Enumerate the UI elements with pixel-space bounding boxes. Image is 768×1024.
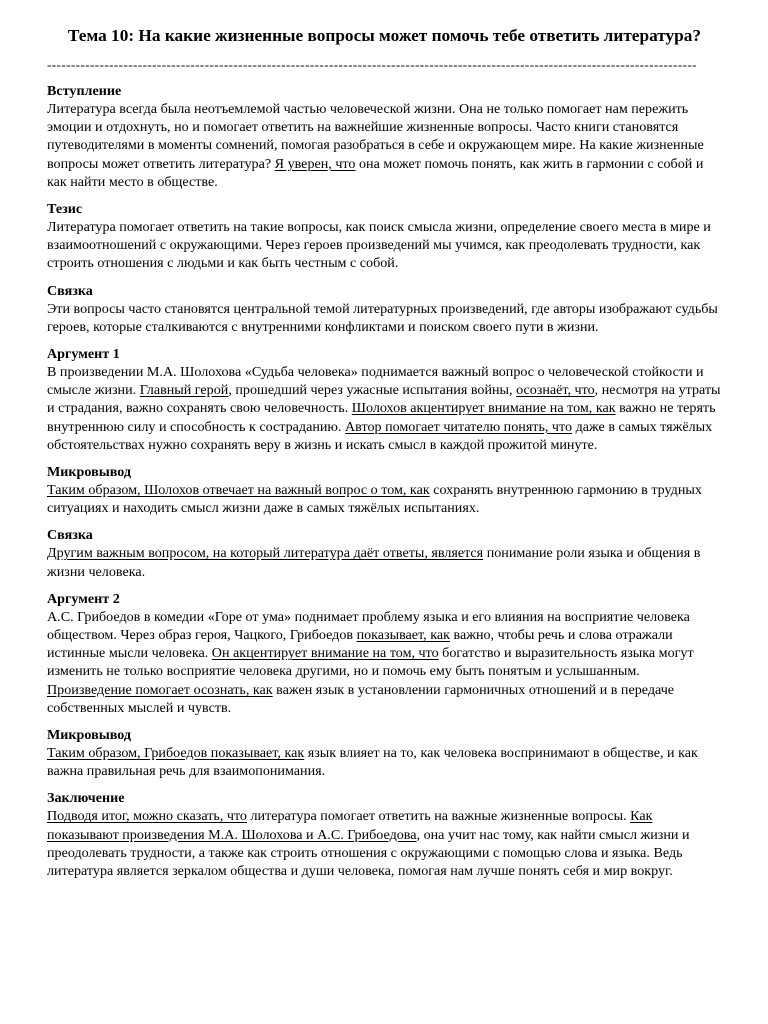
section-paragraph <box>47 608 722 717</box>
document-sections <box>47 82 722 880</box>
underlined-phrase: Таким образом, Грибоедов показывает, как <box>47 745 305 762</box>
section-heading: Связка <box>47 527 93 544</box>
underlined-phrase: Главный герой <box>139 382 229 399</box>
section-heading: Тезис <box>47 201 83 218</box>
paragraph-text: литература помогает ответить на важные жизненные вопросы. <box>246 808 631 825</box>
paragraph-text: язык влияет на то, как человека воспринимают в обществе, и как важна правильная речь для взаимопонимания. <box>47 745 698 780</box>
paragraph-text: , она учит нас тому, как найти смысл жизни и преодолевать трудности, а также как строить отношения с окружающими с помощью слова и языка. Ведь литература является зеркалом общества и души человека, помогая нам лучше понять себя и мир вокруг. <box>47 826 690 880</box>
section-8 <box>47 726 722 780</box>
section-paragraph <box>47 363 722 454</box>
paragraph-text: Литература всегда была неотъемлемой частью человеческой жизни. Она не только помогает нам пережить эмоции и отдохнуть, но и помогает ответить на важнейшие жизненные вопросы. Часто книги становятся путеводителями в моменты сомнений, помогая разобраться в себе и окружающем мире. На какие жизненные вопросы может ответить литература? <box>47 101 704 172</box>
underlined-phrase: Он акцентирует внимание на том, что <box>211 645 439 662</box>
section-heading: Аргумент 1 <box>47 346 120 363</box>
section-heading: Микровывод <box>47 727 131 744</box>
section-paragraph <box>47 481 722 517</box>
underlined-phrase: Таким образом, Шолохов отвечает на важный вопрос о том, как <box>47 482 430 499</box>
section-paragraph <box>47 807 722 880</box>
paragraph-text: , прошедший через ужасные испытания войны, <box>228 382 517 399</box>
section-2 <box>47 200 722 273</box>
section-4 <box>47 345 722 454</box>
paragraph-text: богатство и выразительность языка могут изменить не только восприятие человека другими, но и помочь ему быть понятым и услышанным. <box>47 645 694 680</box>
section-heading: Заключение <box>47 790 125 807</box>
section-paragraph <box>47 544 722 580</box>
paragraph-text: важен язык в установлении гармоничных отношений и в передаче собственных мыслей и чувств. <box>47 681 675 716</box>
section-7 <box>47 590 722 717</box>
underlined-phrase: Я уверен, что <box>274 155 356 172</box>
paragraph-text: , несмотря на утраты и страдания, важно сохранять свою человечность. <box>47 382 721 417</box>
paragraph-text: понимание роли языка и общения в жизни человека. <box>47 545 701 580</box>
section-6 <box>47 526 722 580</box>
underlined-phrase: Подводя итог, можно сказать, что <box>47 808 247 825</box>
paragraph-text: А.С. Грибоедов в комедии «Горе от ума» поднимает проблему языка и его влияния на восприятие человека обществом. Через образ героя, Чацкого, Грибоедов <box>47 608 690 644</box>
section-heading: Микровывод <box>47 464 131 481</box>
section-5 <box>47 463 722 517</box>
paragraph-text: важно не терять внутреннюю силу и способность к состраданию. <box>47 400 716 435</box>
section-heading: Вступление <box>47 83 122 99</box>
document-title: Тема 10: На какие жизненные вопросы может помочь тебе ответить литература? <box>67 26 702 45</box>
underlined-phrase: Автор помогает читателю понять, что <box>345 418 573 435</box>
paragraph-text: сохранять внутреннюю гармонию в трудных ситуациях и находить смысл жизни даже в самых тяжёлых испытаниях. <box>47 482 702 517</box>
section-paragraph <box>47 100 722 191</box>
underlined-phrase: Шолохов акцентирует внимание на том, как <box>351 400 616 417</box>
dashed-separator: ---------------------------------------------------------------------------------------------------------------------------------------- <box>47 57 697 72</box>
paragraph-text: она может помочь понять, как жить в гармонии с собой и как найти место в обществе. <box>47 155 704 190</box>
underlined-phrase: Другим важным вопросом, на который литература даёт ответы, является <box>47 545 484 562</box>
paragraph-text: даже в самых тяжёлых обстоятельствах нужно сохранять веру в жизнь и искать смысл в каждой прожитой минуте. <box>47 418 713 453</box>
section-paragraph <box>47 300 722 336</box>
paragraph-text: Эти вопросы часто становятся центральной темой литературных произведений, где авторы изображают судьбы героев, которые сталкиваются с внутренними конфликтами и поиском своего пути в жизни. <box>47 300 718 335</box>
underlined-phrase: Как показывают произведения М.А. Шолохова и А.С. Грибоедова <box>47 808 653 843</box>
section-1 <box>47 82 722 191</box>
section-paragraph <box>47 744 722 780</box>
section-heading: Аргумент 2 <box>47 590 120 607</box>
paragraph-text: В произведении М.А. Шолохова «Судьба человека» поднимается важный вопрос о человеческой стойкости и смысле жизни. <box>47 364 704 399</box>
section-paragraph <box>47 218 722 273</box>
section-9 <box>47 789 722 880</box>
underlined-phrase: показывает, как <box>356 627 450 644</box>
section-3 <box>47 282 722 336</box>
section-heading: Связка <box>47 282 93 299</box>
paragraph-text: Литература помогает ответить на такие вопросы, как поиск смысла жизни, определение своего места в мире и взаимоотношений с окружающими. Через героев произведений мы учимся, как преодолевать трудности, как строить отношения с людьми и как быть честным с собой. <box>47 219 711 272</box>
underlined-phrase: осознаёт, что <box>516 382 595 399</box>
paragraph-text: важно, чтобы речь и слова отражали истинные мысли человека. <box>47 627 673 662</box>
underlined-phrase: Произведение помогает осознать, как <box>47 681 273 698</box>
